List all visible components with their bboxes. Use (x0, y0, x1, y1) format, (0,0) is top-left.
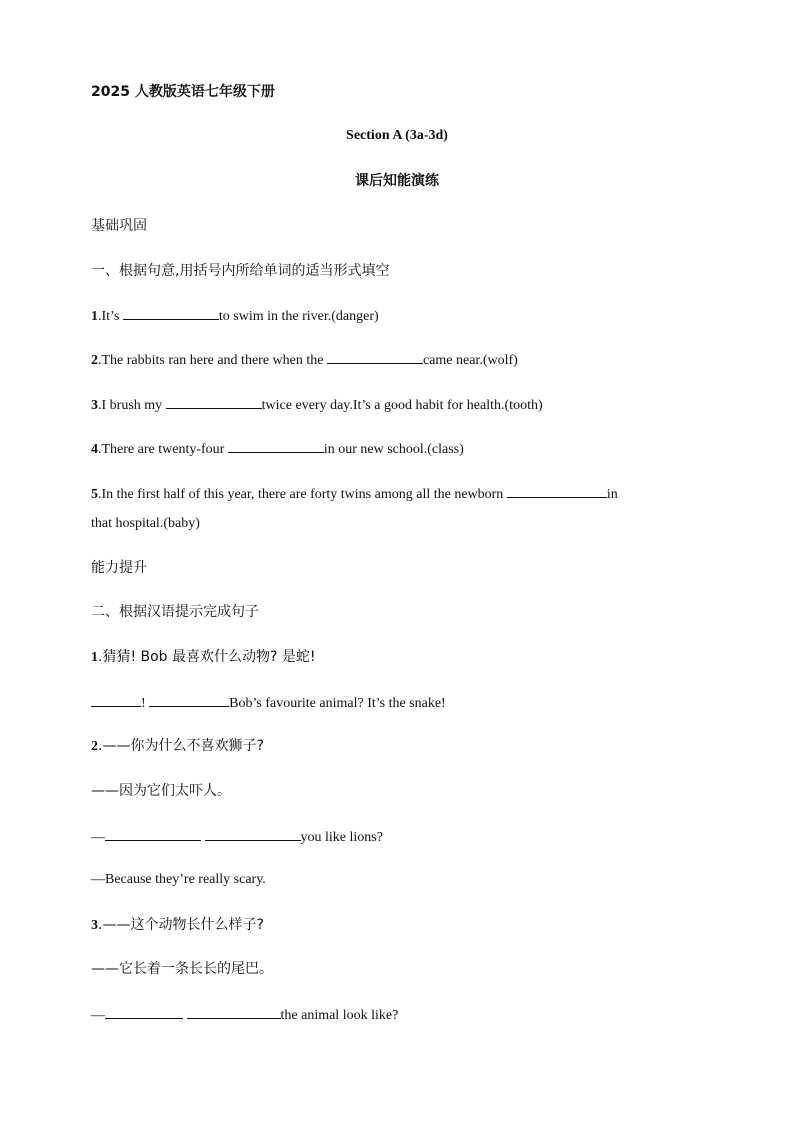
question-text: .There are twenty-four (98, 442, 228, 457)
question-2-1-chinese (91, 647, 702, 668)
answer-blank[interactable] (91, 692, 141, 707)
question-text: .The rabbits ran here and there when the (98, 353, 327, 368)
question-text: .In the first half of this year, there are forty twins among all the newborn (98, 487, 507, 502)
chinese-prompt: .——你为什么不喜欢狮子? (98, 738, 264, 754)
answer-blank[interactable] (105, 826, 201, 841)
answer-blank[interactable] (187, 1004, 281, 1019)
answer-blank[interactable] (123, 305, 219, 320)
question-number: 1 (91, 309, 98, 324)
question-text: Bob’s favourite animal? It’s the snake! (229, 696, 446, 711)
answer-blank[interactable] (205, 826, 301, 841)
answer-blank[interactable] (228, 438, 324, 453)
question-text: came near.(wolf) (422, 353, 518, 368)
question-2-2-english-b: —Because they’re really scary. (91, 872, 266, 887)
answer-blank[interactable] (105, 1004, 183, 1019)
question-number: 3 (91, 918, 98, 933)
answer-blank[interactable] (507, 483, 607, 498)
question-text: in our new school.(class) (323, 442, 464, 457)
exercise-subtitle: 课后知能演练 (355, 173, 439, 189)
part2-heading: 能力提升 (91, 560, 147, 576)
part2-instruction: 二、根据汉语提示完成句子 (91, 604, 259, 620)
answer-blank[interactable] (149, 692, 229, 707)
question-2-3-english-a (91, 1004, 702, 1026)
question-number: 5 (91, 487, 98, 502)
question-text: in (606, 487, 618, 502)
answer-blank[interactable] (166, 394, 262, 409)
question-2-3-chinese-b: ——它长着一条长长的尾巴。 (91, 961, 273, 977)
punctuation: ! (141, 696, 146, 711)
question-number: 3 (91, 398, 98, 413)
question-number: 4 (91, 442, 98, 457)
dash: — (91, 830, 105, 845)
chinese-prompt: .——这个动物长什么样子? (98, 917, 264, 933)
question-text: twice every day.It’s a good habit for health.(tooth) (261, 398, 543, 413)
question-2 (91, 349, 702, 371)
question-text: .I brush my (98, 398, 166, 413)
question-2-1-english (91, 692, 702, 714)
question-5-continued: that hospital.(baby) (91, 516, 200, 531)
question-2-2-chinese-b: ——因为它们太吓人。 (91, 783, 231, 799)
part1-heading: 基础巩固 (91, 218, 147, 234)
chinese-prompt: .猜猜! Bob 最喜欢什么动物? 是蛇! (98, 649, 316, 665)
question-text: to swim in the river.(danger) (218, 309, 379, 324)
question-3 (91, 394, 702, 416)
question-1 (91, 305, 702, 327)
answer-blank[interactable] (327, 349, 423, 364)
question-text: you like lions? (300, 830, 383, 845)
part1-instruction: 一、根据句意,用括号内所给单词的适当形式填空 (91, 263, 390, 279)
question-2-3-chinese-a (91, 915, 702, 936)
question-number: 2 (91, 739, 98, 754)
question-text: .It’s (98, 309, 123, 324)
section-heading: Section A (3a-3d) (346, 128, 448, 143)
question-text: the animal look like? (280, 1008, 399, 1023)
question-number: 1 (91, 650, 98, 665)
question-2-2-chinese-a (91, 736, 702, 757)
dash: — (91, 1008, 105, 1023)
question-4 (91, 438, 702, 460)
document-title: 2025 人教版英语七年级下册 (91, 84, 275, 100)
question-5 (91, 483, 702, 505)
question-2-2-english-a (91, 826, 702, 848)
question-number: 2 (91, 353, 98, 368)
